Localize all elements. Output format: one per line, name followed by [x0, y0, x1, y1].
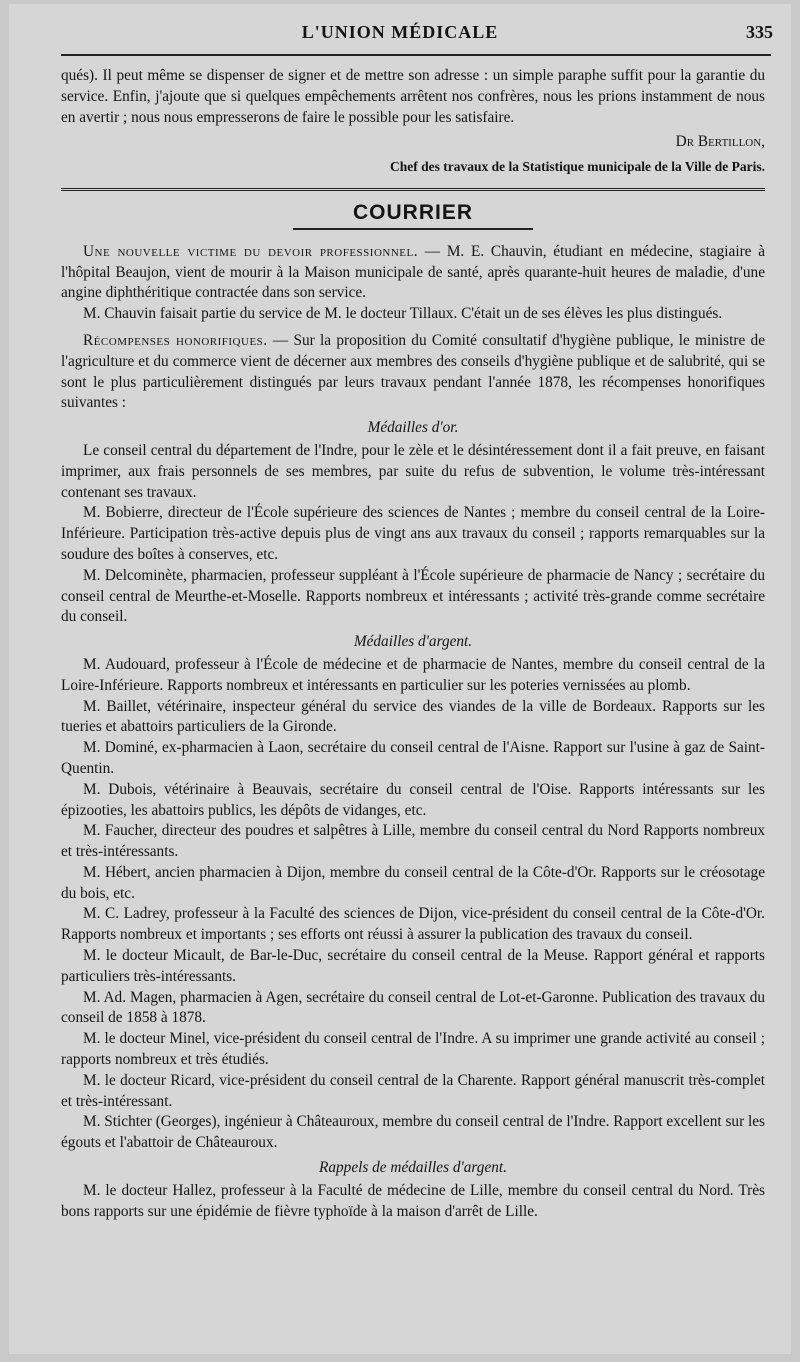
silver-entry: M. Hébert, ancien pharmacien à Dijon, membre du conseil central de la Côte-d'Or. Rapports sur le créosotage du bois, etc. — [61, 863, 765, 902]
page-header — [9, 18, 791, 44]
signature-title: Chef des travaux de la Statistique municipale de la Ville de Paris. — [389, 159, 765, 175]
section-title: COURRIER — [352, 200, 473, 224]
silver-entry: M. Faucher, directeur des poudres et salpêtres à Lille, membre du conseil central du Nord Rapports nombreux et très-intéressants. — [61, 822, 765, 861]
signature — [61, 132, 765, 178]
silver-entry: M. Stichter (Georges), ingénieur à Châteauroux, membre du conseil central de l'Indre. Rapport excellent sur les égouts et l'abattoir de Châteauroux. — [61, 1113, 765, 1152]
silver-entry: M. C. Ladrey, professeur à la Faculté des sciences de Dijon, vice-président du conseil central de la Côte-d'Or. Rapports nombreux et importants ; ses efforts ont réussi à assurer la publication des travaux du conseil. — [61, 905, 765, 944]
victim-paragraph — [61, 242, 765, 304]
rewards-paragraph — [61, 331, 765, 414]
silver-entry: M. le docteur Ricard, vice-président du conseil central de la Charente. Rapport général manuscrit très-complet et très-intéressant. — [61, 1071, 765, 1110]
page-content — [61, 66, 765, 1222]
signature-name: Dr Bertillon, — [675, 133, 765, 151]
gold-medals-heading: Médailles d'or. — [367, 419, 459, 437]
page-number: 335 — [746, 22, 773, 42]
victim-text: — M. E. Chauvin, étudiant en médecine, stagiaire à l'hôpital Beaujon, vient de mourir à la Maison municipale de santé, après quarante-huit heures de maladie, d'une angine diphthéritique contractée dans son service. — [61, 242, 765, 302]
victim-heading: Une nouvelle victime du devoir professionnel. — [83, 242, 419, 260]
section-divider — [61, 188, 765, 195]
silver-entry: M. Dominé, ex-pharmacien à Laon, secrétaire du conseil central de l'Aisne. Rapport sur l'usine à gaz de Saint-Quentin. — [61, 739, 765, 777]
silver-entry: M. Ad. Magen, pharmacien à Agen, secrétaire du conseil central de Lot-et-Garonne. Publication des travaux du conseil de 1858 à 1878. — [61, 988, 765, 1027]
silver-entry: M. le docteur Minel, vice-président du conseil central de l'Indre. A su imprimer une grande activité au conseil ; rapports nombreux et très étudiés. — [61, 1030, 765, 1069]
silver-entry: M. le docteur Micault, de Bar-le-Duc, secrétaire du conseil central de la Meuse. Rapport général et rapports particuliers très-intéressants. — [61, 947, 765, 985]
silver-entry: M. Baillet, vétérinaire, inspecteur général du service des viandes de la ville de Bordeaux. Rapports sur les tueries et abattoirs particuliers de la Gironde. — [61, 697, 765, 736]
silver-medals-heading: Médailles d'argent. — [353, 633, 473, 651]
running-title: L'UNION MÉDICALE — [301, 22, 499, 42]
rewards-heading: Récompenses honorifiques. — [83, 331, 268, 349]
gold-entry: M. Delcominète, pharmacien, professeur suppléant à l'École supérieure de pharmacie de Nancy ; secrétaire du conseil central de Meurthe-et-Moselle. Rapports nombreux et intéressants ; activité très-grande comme secrétaire du conseil. — [61, 566, 765, 626]
rewards-text: — Sur la proposition du Comité consultatif d'hygiène publique, le ministre de l'agriculture et du commerce vient de décerner aux membres des conseils d'hygiène publique et de salubrité, qui se sont le plus particulièrement distingués par leurs travaux pendant l'année 1878, les récompenses honorifiques suivantes : — [61, 331, 765, 412]
gold-entry: Le conseil central du département de l'Indre, pour le zèle et le désintéressement dont il a fait preuve, en faisant imprimer, aux frais personnels de ses membres, par suite du refus de subvention, le volume très-intéressant contenant ses travaux. — [61, 441, 765, 501]
silver-entry: M. Dubois, vétérinaire à Beauvais, secrétaire du conseil central de l'Oise. Rapports intéressants sur les épizooties, les abattoirs publics, les dépôts de vidanges, etc. — [61, 780, 765, 819]
silver-entry: M. Audouard, professeur à l'École de médecine et de pharmacie de Nantes, membre du conseil central de la Loire-Inférieure. Rapports nombreux et intéressants en particulier sur les poteries vernissées au plomb. — [61, 655, 765, 694]
recall-entry: M. le docteur Hallez, professeur à la Faculté de médecine de Lille, membre du conseil central du Nord. Très bons rapports sur une épidémie de fièvre typhoïde à la maison d'arrêt de Lille. — [61, 1181, 765, 1220]
gold-entry: M. Bobierre, directeur de l'École supérieure des sciences de Nantes ; membre du conseil central de la Loire-Inférieure. Participation très-active depuis plus de vingt ans aux travaux du conseil ; rapports remarquables sur la soudure des boîtes à conserves, etc. — [61, 504, 765, 563]
title-underline — [293, 228, 533, 230]
header-rule — [61, 54, 771, 56]
intro-paragraph: qués). Il peut même se dispenser de signer et de mettre son adresse : un simple paraphe suffit pour la garantie du service. Enfin, j'ajoute que si quelques empêchements arrêtent nos confrères, nous les prions instamment de nous en avertir ; nous nous empresserons de faire le possible pour les satisfaire. — [61, 67, 765, 126]
page — [9, 4, 791, 1354]
victim-paragraph-2: M. Chauvin faisait partie du service de M. le docteur Tillaux. C'était un de ses élèves les plus distingués. — [83, 305, 723, 323]
recall-medals-heading: Rappels de médailles d'argent. — [319, 1159, 507, 1177]
